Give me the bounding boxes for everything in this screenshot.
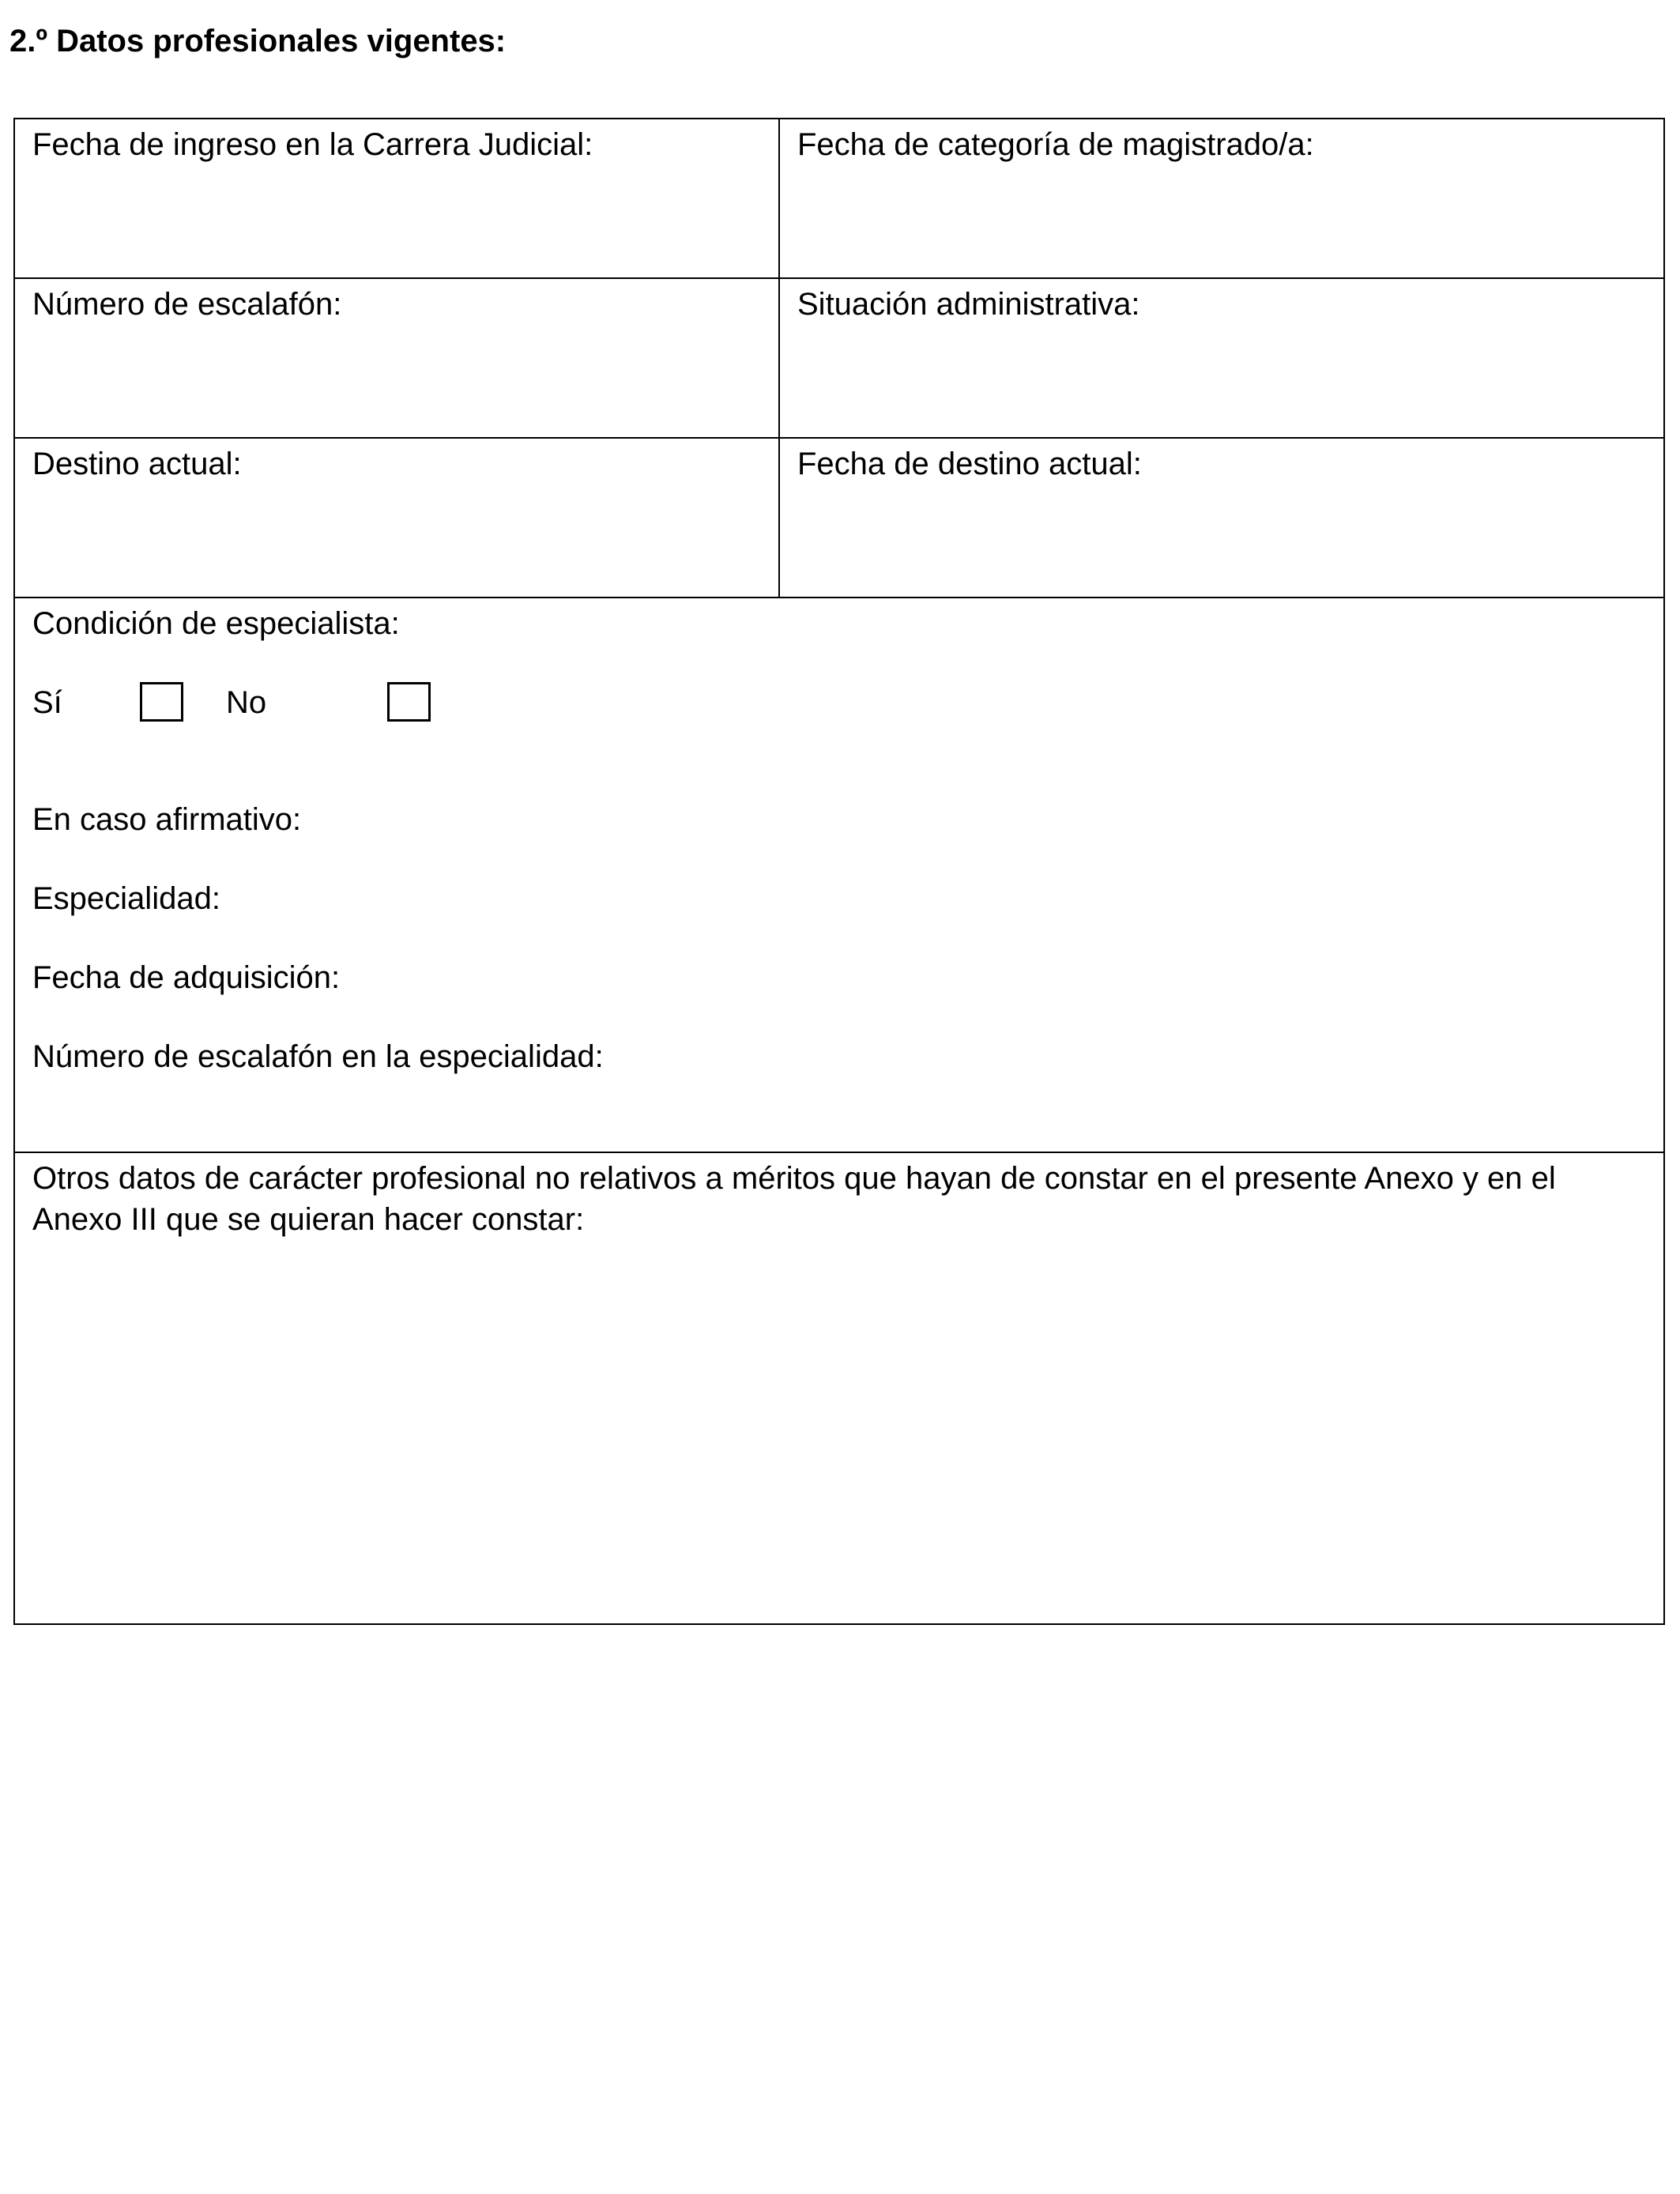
especialista-title: Condición de especialista: <box>32 606 400 641</box>
fecha-destino-actual-label: Fecha de destino actual: <box>797 447 1142 481</box>
fecha-ingreso-label: Fecha de ingreso en la Carrera Judicial: <box>32 127 593 162</box>
professional-data-form <box>13 118 1665 1625</box>
fecha-categoria-field[interactable] <box>780 119 1663 277</box>
numero-escalafon-label: Número de escalafón: <box>32 287 342 322</box>
numero-escalafon-field[interactable] <box>15 279 780 437</box>
especialista-yes-label: Sí <box>32 685 62 720</box>
especialista-no-checkbox[interactable] <box>387 682 431 722</box>
especialista-section <box>15 598 1663 1153</box>
especialidad-label: Especialidad: <box>32 881 220 916</box>
otros-datos-section <box>15 1153 1663 1623</box>
otros-datos-field[interactable] <box>15 1153 1663 1623</box>
form-row <box>15 119 1663 279</box>
form-row <box>15 279 1663 439</box>
fecha-categoria-label: Fecha de categoría de magistrado/a: <box>797 127 1314 162</box>
destino-actual-label: Destino actual: <box>32 447 242 481</box>
fecha-destino-actual-field[interactable] <box>780 439 1663 597</box>
otros-datos-label: Otros datos de carácter profesional no relativos a méritos que hayan de constar en el presente Anexo y en el Anexo III que se quieran hacer constar: <box>32 1161 1556 1237</box>
form-row <box>15 439 1663 598</box>
affirmative-intro: En caso afirmativo: <box>32 802 302 837</box>
fecha-adquisicion-label: Fecha de adquisición: <box>32 960 341 995</box>
situacion-administrativa-field[interactable] <box>780 279 1663 437</box>
especialista-yes-checkbox[interactable] <box>140 682 183 722</box>
especialista-cell <box>15 598 1663 1152</box>
destino-actual-field[interactable] <box>15 439 780 597</box>
numero-escalafon-especialidad-label: Número de escalafón en la especialidad: <box>32 1039 604 1074</box>
situacion-administrativa-label: Situación administrativa: <box>797 287 1140 322</box>
section-heading: 2.º Datos profesionales vigentes: <box>9 24 507 58</box>
especialista-no-label: No <box>226 685 267 720</box>
fecha-ingreso-field[interactable] <box>15 119 780 277</box>
